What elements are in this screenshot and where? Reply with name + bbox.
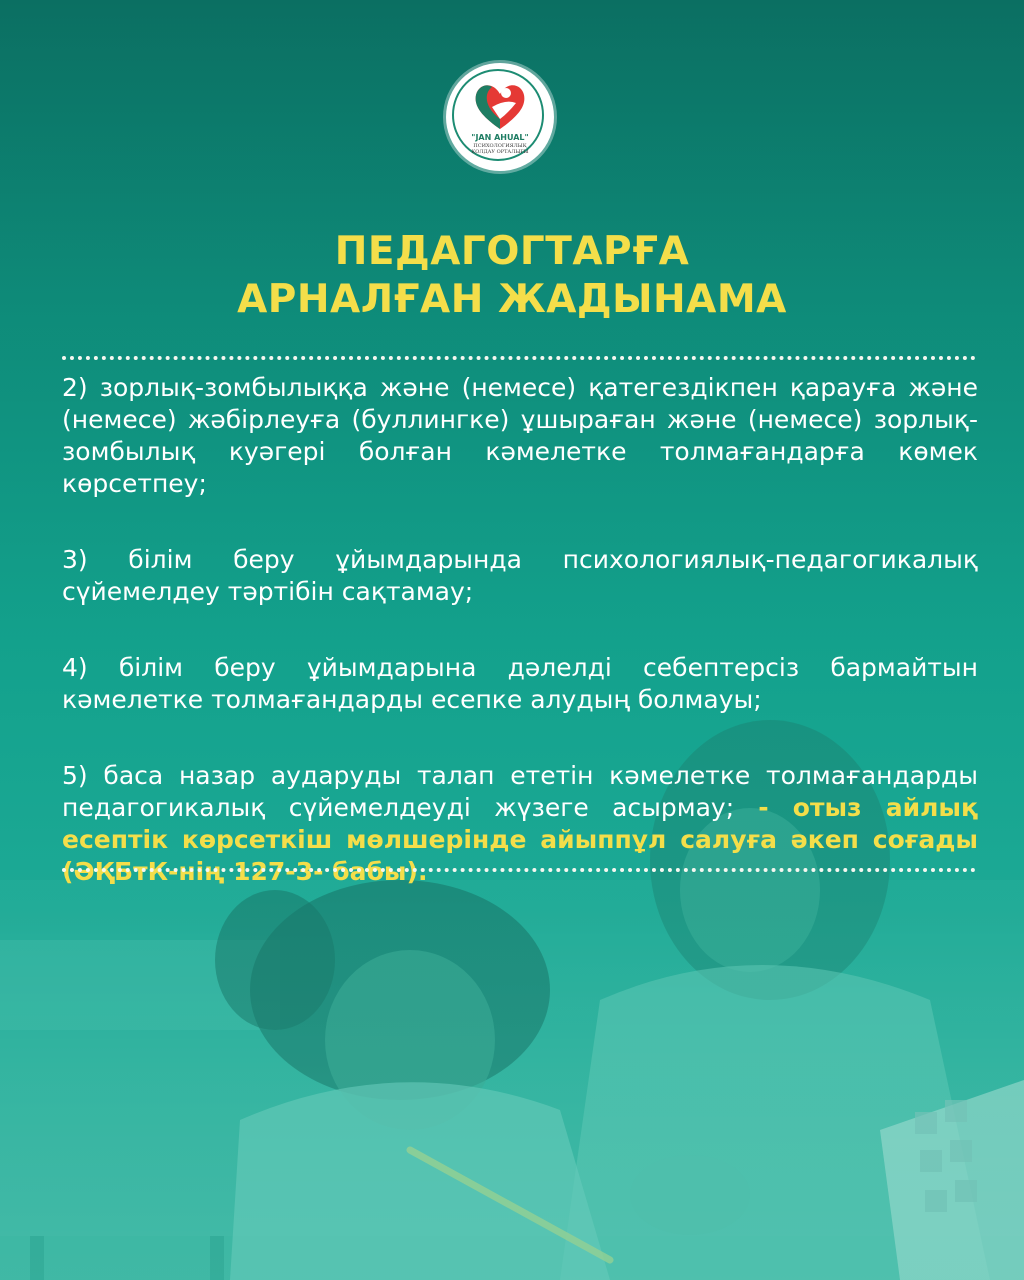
memo-item-4 bbox=[62, 652, 978, 716]
memo-item-3 bbox=[62, 544, 978, 608]
memo-item-3-text: 3) білім беру ұйымдарында психологиялық-педагогикалық сүйемелдеу тәртібін сақтамау; bbox=[62, 545, 978, 606]
brand-logo bbox=[446, 63, 554, 171]
dotted-divider-bottom bbox=[62, 868, 976, 872]
memo-item-2-text: 2) зорлық-зомбылыққа және (немесе) қатегездікпен қарауға және (немесе) жәбірлеуға (буллингке) ұшыраған және (немесе) зорлық-зомбылық куәгері болған кәмелетке толмағандарға көмек көрсетпеу; bbox=[62, 373, 978, 498]
title-line2: АРНАЛҒАН ЖАДЫНАМА bbox=[237, 277, 787, 322]
memo-body bbox=[62, 372, 978, 888]
page-title bbox=[0, 228, 1024, 324]
logo-subtitle-line1: ПСИХОЛОГИЯЛЫҚ bbox=[473, 143, 527, 149]
memo-item-5-text: 5) баса назар аударуды талап ететін кәмелетке толмағандарды педагогикалық сүйемелдеуді жүзеге асырмау; bbox=[62, 761, 978, 822]
penalty-highlight: - отыз айлық есептік көрсеткіш мөлшерінде айыппұл салуға әкеп соғады (ӘҚБтК-нің 127-3- бабы). bbox=[62, 793, 978, 886]
logo-name: "JAN AHUAL" bbox=[471, 133, 529, 142]
dotted-divider-top bbox=[62, 356, 976, 360]
logo-subtitle-line2: ҚОЛДАУ ОРТАЛЫҒЫ bbox=[471, 149, 529, 155]
logo-subtitle bbox=[446, 143, 554, 155]
memo-item-2 bbox=[62, 372, 978, 500]
memo-item-4-text: 4) білім беру ұйымдарына дәлелді себептерсіз бармайтын кәмелетке толмағандарды есепке алудың болмауы; bbox=[62, 653, 978, 714]
heart-person-icon bbox=[470, 77, 530, 133]
title-line1: ПЕДАГОГТАРҒА bbox=[334, 229, 690, 274]
